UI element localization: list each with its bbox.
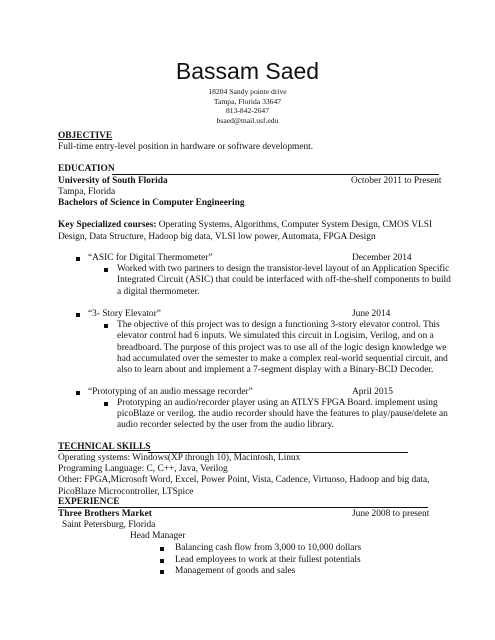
skills-line: Operating systems: Windows(XP through 10), Macintosh, Linux <box>58 453 301 463</box>
bullet-square-icon <box>76 391 80 395</box>
project-title: “Prototyping of an audio message recorder” <box>88 387 253 397</box>
courses-line-2: Design, Data Structure, Hadoop big data, VLSI low power, Automata, FPGA Design <box>58 232 376 242</box>
skills-line: Programing Language: C, C++, Java, Verilog <box>58 464 228 474</box>
bullet-square-icon <box>104 402 108 406</box>
objective-text: Full-time entry-level position in hardware or software development. <box>58 142 314 152</box>
skills-line: Other: FPGA,Microsoft Word, Excel, Power Point, Vista, Cadence, Virtuoso, Hadoop and big data, <box>58 475 430 485</box>
project-desc-line: Integrated Circuit (ASIC) that could be interfaced with off-the-shelf components to build <box>117 275 451 285</box>
school-location: Tampa, Florida <box>58 187 116 197</box>
bullet-square-icon <box>160 570 164 574</box>
courses-line-1 <box>58 220 432 231</box>
project-desc-line: picoBlaze or verilog. the audio recorder should have the features to play/pause/delete an <box>117 409 448 419</box>
city-line: Tampa, Florida 33647 <box>213 96 282 106</box>
project-date: December 2014 <box>352 253 412 263</box>
project-desc-line: Worked with two partners to design the transistor-level layout of an Application Specific <box>117 264 450 274</box>
email-line: bsaed@mail.usf.edu <box>216 115 279 125</box>
project-desc-line: audio recorder selected by the user from the audio library. <box>117 420 335 430</box>
skills-line: PicoBlaze Microcontroller, LTSpice <box>58 487 194 497</box>
project-desc-line: elevator control had 6 inputs. We simulated this circuit in Logisim, Verilog, and on a <box>117 331 434 341</box>
address-line: 18204 Sandy pointe drive <box>208 87 287 96</box>
project-desc-line: also to learn about and implement a 7-segment display with a Binary-BCD Decoder. <box>117 365 434 375</box>
duty-item: Lead employees to work at their fullest potentials <box>175 555 361 565</box>
objective-heading: OBJECTIVE <box>58 131 113 141</box>
resume-name: Bassam Saed <box>175 58 320 84</box>
project-desc-line: had accumulated over the semester to make a complex real-world sequential circuit, and <box>117 354 448 364</box>
project-title: “ASIC for Digital Thermometer” <box>88 253 213 263</box>
education-dates: October 2011 to Present <box>351 176 442 186</box>
project-title: “3- Story Elevator” <box>88 309 161 319</box>
bullet-square-icon <box>104 268 108 272</box>
project-desc-line: Prototyping an audio/recorder player using an ATLYS FPGA Board. implement using <box>117 398 438 408</box>
education-heading: EDUCATION <box>58 164 115 174</box>
bullet-square-icon <box>76 257 80 261</box>
employer-name: Three Brothers Market <box>58 509 152 519</box>
bullet-square-icon <box>160 559 164 563</box>
bullet-square-icon <box>104 324 108 328</box>
degree: Bachelors of Science in Computer Engineering <box>58 198 245 208</box>
bullet-square-icon <box>160 547 164 551</box>
courses-list-part1: Operating Systems, Algorithms, Computer System Design, CMOS VLSI <box>156 220 433 230</box>
project-date: April 2015 <box>352 387 393 397</box>
employer-location: Saint Petersburg, Florida <box>62 520 156 530</box>
job-role: Head Manager <box>130 531 186 541</box>
project-date: June 2014 <box>352 309 391 319</box>
courses-label: Key Specialized courses: <box>58 220 157 230</box>
education-divider <box>112 174 439 175</box>
bullet-square-icon <box>76 313 80 317</box>
school-name: University of South Florida <box>58 176 168 186</box>
duty-item: Balancing cash flow from 3,000 to 10,000 dollars <box>175 543 362 553</box>
project-desc-line: The objective of this project was to design a functioning 3-story elevator control. This <box>117 320 440 330</box>
experience-heading: EXPERIENCE <box>58 497 120 507</box>
employment-dates: June 2008 to present <box>352 509 430 519</box>
experience-divider <box>58 507 428 508</box>
project-desc-line: breadboard. The purpose of this project was to use all of the logic design knowledge we <box>117 343 447 353</box>
duty-item: Management of goods and sales <box>175 566 296 576</box>
phone-line: 813-842-2647 <box>225 106 270 116</box>
skills-heading: TECHNICAL SKILLS <box>58 442 151 452</box>
project-desc-line: a digital thermometer. <box>117 287 200 297</box>
